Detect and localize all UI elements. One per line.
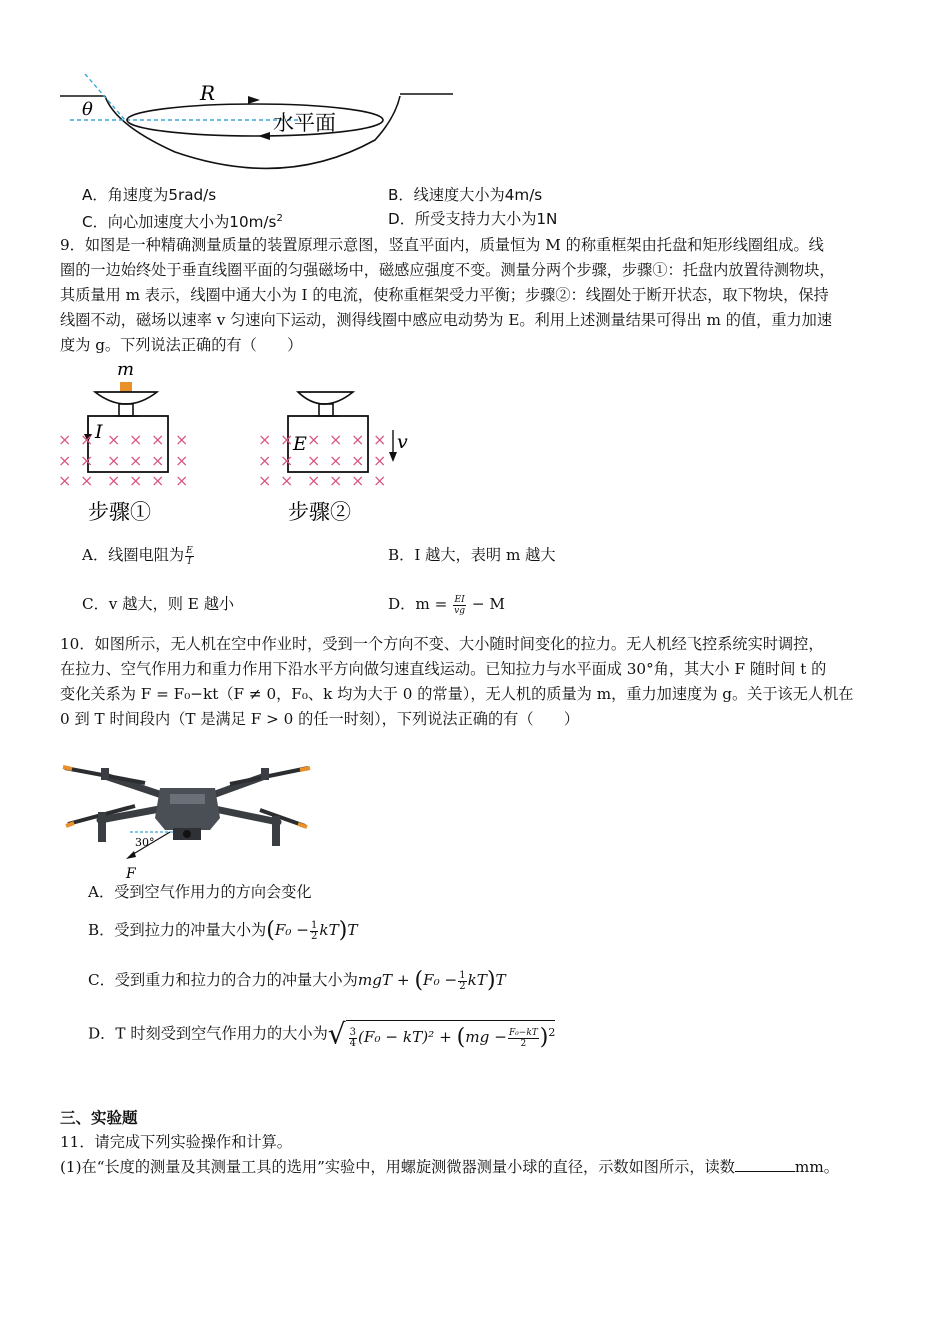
step1-label: 步骤① (88, 500, 151, 524)
horizontal-plane-label: 水平面 (273, 111, 336, 135)
q9-option-d-fraction (453, 595, 466, 616)
field-cross: × (58, 471, 72, 490)
field-cross: × (80, 451, 94, 470)
frac-num: F₀−kT (508, 1027, 538, 1038)
q8-option-b: B．线速度大小为4m/s (388, 186, 543, 204)
field-cross: × (151, 471, 165, 490)
field-cross: × (129, 451, 143, 470)
radius-label: R (200, 81, 216, 105)
field-cross: × (351, 430, 365, 449)
q11-part1 (60, 1155, 900, 1179)
q10-option-b-text: B．受到拉力的冲量大小为 (88, 921, 267, 939)
field-cross: × (175, 430, 189, 449)
field-cross: × (107, 430, 121, 449)
q8-option-c-sup: 2 (276, 213, 283, 224)
frac-den: I (187, 556, 192, 567)
emf-label: E (293, 433, 307, 455)
field-cross: × (373, 430, 387, 449)
q10-option-c-text: C．受到重力和拉力的合力的冲量大小为 (88, 971, 358, 989)
q11-part1-text: (1)在“长度的测量及其测量工具的选用”实验中，用螺旋测微器测量小球的直径，示数如图所示，读数 (60, 1158, 735, 1176)
q10-option-c: C．受到重力和拉力的合力的冲量大小为mgT + (F₀ − $\frac{1}{2}$ kT)T (88, 968, 506, 993)
q10-option-d-text: D．T 时刻受到空气作用力的大小为 (88, 1024, 328, 1043)
theta-label: θ (82, 99, 93, 120)
section-title: 三、实验题 (60, 1108, 138, 1127)
field-cross: × (351, 451, 365, 470)
q9-figure (55, 360, 425, 530)
q9-option-d-suffix: − M (471, 595, 505, 613)
q10-option-a: A．受到空气作用力的方向会变化 (88, 883, 312, 901)
field-cross: × (351, 471, 365, 490)
expr-inner-head: mg − (465, 1028, 507, 1047)
field-cross: × (175, 451, 189, 470)
frac-den: vg (454, 605, 466, 616)
expr-head: F₀ − (423, 971, 458, 989)
q10-option-d: D．T 时刻受到空气作用力的大小为√ $\frac{3}{4}$ (F₀ − kT)² + (mg − $\frac{\text{F₀−kT}}{2}$ )$^2$ (88, 1017, 556, 1051)
q9-option-c: C．v 越大，则 E 越小 (82, 595, 235, 613)
expr-tail: kT (319, 921, 339, 939)
field-cross: × (58, 451, 72, 470)
field-cross: × (80, 471, 94, 490)
q9-line-2: 圈的一边始终处于垂直线圈平面的匀强磁场中，磁感应强度不变。测量分两个步骤，步骤①：托盘内放置待测物块， (60, 261, 835, 279)
field-cross: × (329, 430, 343, 449)
q10-line-3: 变化关系为 F = F₀−kt（F ≠ 0，F₀、k 均为大于 0 的常量），无人机的质量为 m，重力加速度为 g。关于该无人机在 (60, 685, 854, 703)
field-cross: × (107, 451, 121, 470)
field-cross: × (258, 471, 272, 490)
q9-option-a (82, 543, 195, 567)
angle-label: 30° (135, 836, 155, 849)
sqrt-body: $\frac{3}{4}$ (F₀ − kT)² + (mg − $\frac{\text{F₀−kT}}{2}$ )$^2$ (346, 1020, 556, 1049)
expr-term1: (F₀ − kT)² + (357, 1028, 452, 1047)
field-cross: × (329, 451, 343, 470)
q8-option-c-text: C．向心加速度大小为10m/s (82, 213, 277, 232)
frac-num: 1 (459, 969, 466, 981)
field-cross: × (129, 471, 143, 490)
field-cross: × (151, 451, 165, 470)
square-exponent: 2 (548, 1026, 556, 1039)
velocity-label: v (397, 431, 408, 453)
expr-suffix: T (347, 921, 358, 939)
q11-part1-unit: mm。 (794, 1158, 839, 1176)
field-cross: × (280, 430, 294, 449)
frac-den: 4 (349, 1037, 356, 1049)
field-cross: × (307, 471, 321, 490)
half-fraction (310, 921, 318, 942)
field-cross: × (107, 471, 121, 490)
field-cross: × (307, 451, 321, 470)
q8-option-a: A．角速度为5rad/s (82, 186, 217, 204)
q9-option-a-text: A．线圈电阻为 (82, 546, 185, 564)
q9-option-a-fraction (185, 546, 194, 567)
frac-num: E (186, 545, 193, 556)
frac-den: 2 (520, 1038, 527, 1049)
propeller (230, 768, 310, 784)
mass-block (120, 382, 132, 392)
q9-option-d (388, 592, 505, 616)
q10-line-1: 10．如图所示，无人机在空中作业时，受到一个方向不变、大小随时间变化的拉力。无人机经飞控系统实时调控， (60, 635, 824, 653)
field-cross: × (373, 451, 387, 470)
q10-line-2: 在拉力、空气作用力和重力作用下沿水平方向做匀速直线运动。已知拉力与水平面成 30°角，其大小 F 随时间 t 的 (60, 660, 827, 678)
expr-head: F₀ − (274, 921, 310, 939)
frac-num: 3 (349, 1026, 356, 1038)
q9-line-3: 其质量用 m 表示，线圈中通大小为 I 的电流，使称重框架受力平衡；步骤②：线圈处于断开状态，取下物块，保持 (60, 286, 829, 304)
field-cross: × (373, 471, 387, 490)
inner-fraction (508, 1028, 539, 1049)
field-cross: × (151, 430, 165, 449)
q10-option-b: B．受到拉力的冲量大小为(F₀ − $\frac{1}{2}$ kT)T (88, 918, 358, 943)
field-cross: × (258, 430, 272, 449)
mass-label: m (117, 360, 135, 380)
frac-den: 2 (311, 930, 318, 942)
field-cross: × (80, 430, 94, 449)
half-fraction (458, 971, 466, 992)
expr-suffix: T (495, 971, 506, 989)
field-cross: × (258, 451, 272, 470)
field-cross: × (175, 471, 189, 490)
q9-line-5: 度为 g。下列说法正确的有（ ） (60, 336, 303, 354)
q8-option-d: D．所受支持力大小为1N (388, 210, 558, 228)
drone-figure (60, 738, 320, 883)
q9-option-b: B．I 越大，表明 m 越大 (388, 546, 556, 564)
step2-label: 步骤② (288, 500, 351, 524)
bowl-figure (55, 70, 455, 180)
field-cross: × (280, 471, 294, 490)
frac-num: EI (454, 594, 465, 605)
expr-lead: mgT + (357, 971, 410, 989)
expr-tail: kT (467, 971, 487, 989)
q9-option-d-text: D．m = (388, 595, 448, 613)
field-cross: × (58, 430, 72, 449)
field-cross: × (129, 430, 143, 449)
q11-intro: 11．请完成下列实验操作和计算。 (60, 1133, 292, 1151)
q9-line-4: 线圈不动，磁场以速率 v 匀速向下运动，测得线圈中感应电动势为 E。利用上述测量结果可得出 m 的值，重力加速 (60, 311, 833, 329)
field-cross: × (280, 451, 294, 470)
three-quarter-fraction (349, 1028, 357, 1049)
current-label: I (95, 421, 103, 443)
field-cross: × (329, 471, 343, 490)
answer-blank[interactable] (735, 1157, 795, 1172)
q9-line-1: 9．如图是一种精确测量质量的装置原理示意图，竖直平面内，质量恒为 M 的称重框架由托盘和矩形线圈组成。线 (60, 236, 824, 254)
field-cross: × (307, 430, 321, 449)
frac-num: 1 (311, 919, 318, 931)
frac-den: 2 (459, 980, 466, 992)
q10-line-4: 0 到 T 时间段内（T 是满足 F > 0 的任一时刻），下列说法正确的有（ ） (60, 710, 580, 728)
force-label: F (126, 866, 136, 882)
q8-option-c (82, 207, 283, 234)
